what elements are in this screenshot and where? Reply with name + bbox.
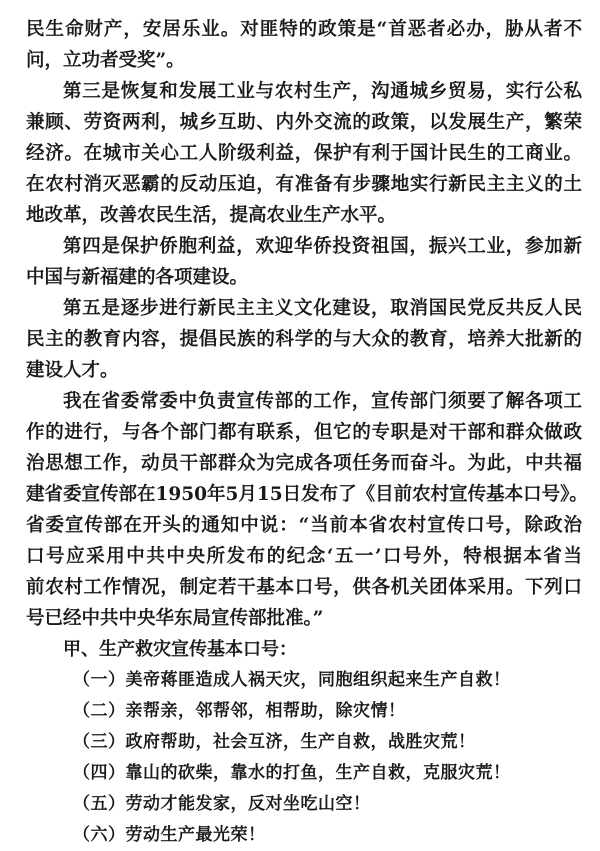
text-line: 第四是保护侨胞利益，欢迎华侨投资祖国，振兴工业，参加新 xyxy=(63,236,582,257)
slogan-item: （一）美帝蒋匪造成人祸天灾，同胞组织起来生产自救！ xyxy=(73,670,511,690)
document-page xyxy=(26,14,588,851)
body-text xyxy=(26,14,588,634)
slogan-item: （五）劳动才能发家，反对坐吃山空！ xyxy=(73,794,371,814)
text-line: 民主的教育内容，提倡民族的科学的与大众的教育，培养大批新的 xyxy=(26,329,582,350)
text-line: 口号应采用中共中央所发布的纪念‘五一’口号外，特根据本省当 xyxy=(26,546,582,567)
text-line: 兼顾、劳资两利，城乡互助、内外交流的政策，以发展生产，繁荣 xyxy=(26,112,582,133)
text-line: 建省委宣传部在1950年5月15日发布了《目前农村宣传基本口号》。 xyxy=(26,484,588,505)
text-line: 第三是恢复和发展工业与农村生产，沟通城乡贸易，实行公私 xyxy=(63,81,582,102)
text-line: 号已经中共中央华东局宣传部批准。” xyxy=(26,608,324,629)
text-line: 地改革，改善农民生活，提高农业生产水平。 xyxy=(26,205,397,226)
slogan-list xyxy=(26,665,582,851)
section-title: 甲、生产救灾宣传基本口号： xyxy=(63,639,297,660)
text-line: 问，立功者受奖”。 xyxy=(26,50,185,71)
paragraph xyxy=(26,293,582,386)
text-line: 治思想工作，动员干部群众为完成各项任务而奋斗。为此，中共福 xyxy=(26,453,582,474)
paragraph xyxy=(26,14,582,76)
text-line: 在农村消灭恶霸的反动压迫，有准备有步骤地实行新民主主义的土 xyxy=(26,174,582,195)
paragraph xyxy=(26,386,588,634)
text-line: 建设人才。 xyxy=(26,360,119,381)
slogan-item: （四）靠山的砍柴，靠水的打鱼，生产自救，克服灾荒！ xyxy=(73,763,511,783)
slogan-item: （六）劳动生产最光荣！ xyxy=(73,825,266,845)
text-line: 经济。在城市关心工人阶级利益，保护有利于国计民生的工商业。 xyxy=(26,143,582,164)
text-line: 前农村工作情况，制定若干基本口号，供各机关团体采用。下列口 xyxy=(26,577,582,598)
paragraph xyxy=(26,76,582,231)
text-line: 我在省委常委中负责宣传部的工作，宣传部门须要了解各项工 xyxy=(63,391,582,412)
text-line: 民生命财产，安居乐业。对匪特的政策是“首恶者必办，胁从者不 xyxy=(26,19,582,40)
slogan-item: （三）政府帮助，社会互济，生产自救，战胜灾荒！ xyxy=(73,732,476,752)
slogan-item: （二）亲帮亲，邻帮邻，相帮助，除灾情！ xyxy=(73,701,406,721)
paragraph xyxy=(26,231,582,293)
text-line: 省委宣传部在开头的通知中说：“当前本省农村宣传口号，除政治 xyxy=(26,515,582,536)
text-line: 作的进行，与各个部门都有联系，但它的专职是对干部和群众做政 xyxy=(26,422,582,443)
text-line: 第五是逐步进行新民主主义文化建设，取消国民党反共反人民 xyxy=(63,298,582,319)
text-line: 中国与新福建的各项建设。 xyxy=(26,267,249,288)
